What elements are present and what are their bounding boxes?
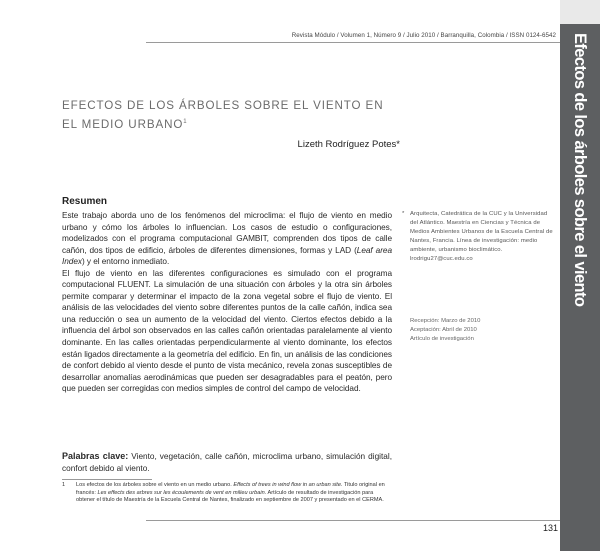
title-footnote-marker: 1 — [183, 119, 188, 125]
keywords-text: Viento, vegetación, calle cañón, microclima urbano, simulación digital, confort debido al viento. — [62, 452, 392, 473]
author: Lizeth Rodríguez Potes* — [297, 139, 400, 150]
keywords — [62, 451, 392, 474]
affiliation-text: Arquitecta, Catedrática de la CUC y la Universidad del Atlántico. Maestría en Ciencias y Técnica de Medios Ambientes Urbanos de la Escuela Central de Nantes, Francia. Línea de investigación: medio ambiente, urbanismo bioclimático. — [410, 211, 553, 253]
abstract-body — [62, 210, 392, 395]
page-number: 131 — [542, 523, 558, 533]
article-type: Artículo de investigación — [410, 335, 474, 342]
received-date: Recepción: Marzo de 2010 — [410, 318, 481, 324]
footnote-rule — [62, 479, 152, 480]
article-title — [62, 97, 402, 133]
article-title-text: EFECTOS DE LOS ÁRBOLES SOBRE EL VIENTO EN EL MEDIO URBANO — [62, 99, 384, 131]
footnote — [62, 482, 392, 505]
article-dates — [410, 317, 550, 344]
footer-rule — [146, 520, 560, 521]
keywords-label: Palabras clave: — [62, 451, 129, 461]
author-email: lrodrigu27@cuc.edu.co — [410, 255, 473, 262]
author-affiliation — [402, 210, 554, 263]
journal-header: Revista Módulo / Volumen 1, Número 9 / Julio 2010 / Barranquilla, Colombia / ISSN 0124-6542 — [291, 32, 556, 39]
footnote-text: Los efectos de los árboles sobre el viento en un medio urbano. Effects of trees in wind flow in an urban site. Titulo original en francés: Les effects des arbres sur les écoulements de vent en milieu urbain. Artículo de resultado de investigación para obtener el título de Maestría de la Escuela Central de Nantes, finalizado en septiembre de 2007 y presentado en el CERMA. — [76, 482, 385, 504]
abstract-paragraph-1: Este trabajo aborda uno de los fenómenos del microclima: el flujo de viento en medio urbano y cómo los árboles lo influencian. Los casos de estudio o configuraciones, modelizados con el programa computacional GAMBIT, comprenden dos tipos de calle cañón, dos tipos de edificio, árboles de diferentes dimensiones, formas y LAD (Leaf area Index) y el entorno inmediato. — [62, 211, 392, 267]
affiliation-marker: * — [402, 211, 405, 217]
abstract-paragraph-2: El flujo de viento en las diferentes configuraciones es simulado con el programa computacional FLUENT. La simulación de una situación con árboles y la otra sin árboles permite comparar y determinar el impacto de la zona vegetal sobre el flujo de viento. El análisis de las velocidades del viento sobre diferentes puntos de la calle cañón, indica sea una reducción o sea un aumento de la velocidad del viento. Ciertos efectos debido a la influencia del árbol son observados en las calles cañón orientadas paralelamente al viento dominante. En las calles orientadas perpendicularmente al viento dominante, los efectos están ligados directamente a la geometría del edificio. En fin, un análisis de las condiciones de confort debido al viento desde el punto de vista mecánico, revela zonas susceptibles de desarrollar anomalías aerodinámicas que pueden ser desagradables para el peatón, pero que pueden ser corregidas con medios simples de control del campo de velocidad. — [62, 268, 392, 394]
abstract-heading: Resumen — [62, 196, 108, 207]
footnote-number: 1 — [62, 482, 66, 488]
side-running-title: Efectos de los árboles sobre el viento — [571, 33, 589, 307]
header-rule — [146, 42, 560, 43]
accepted-date: Aceptación: Abril de 2010 — [410, 326, 477, 333]
